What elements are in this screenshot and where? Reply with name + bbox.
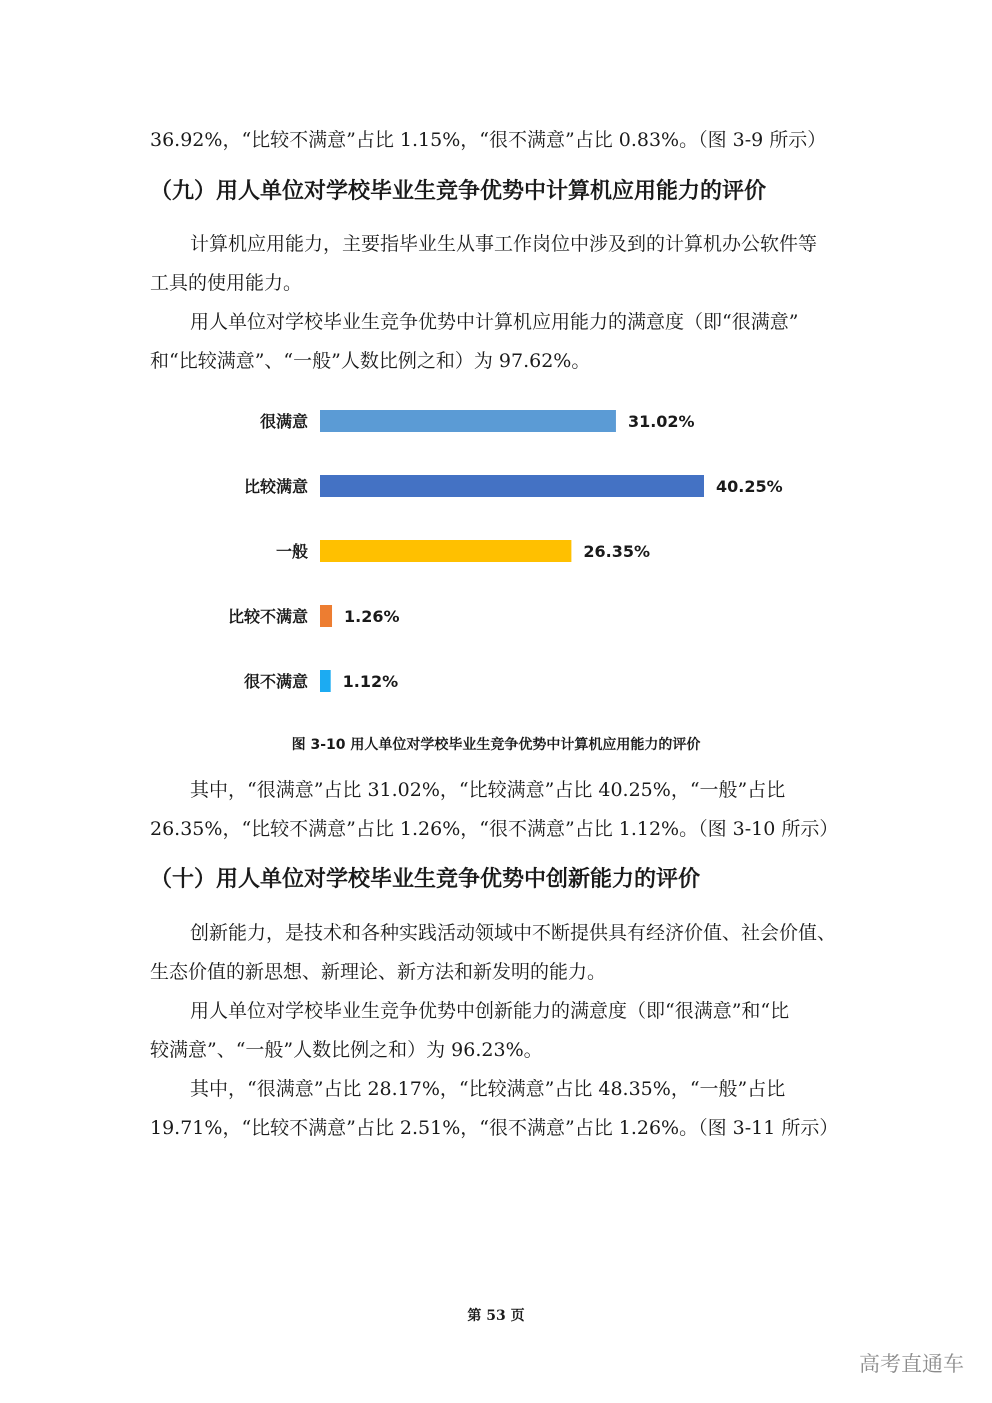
section-heading-10: （十）用人单位对学校毕业生竞争优势中创新能力的评价	[150, 867, 701, 892]
paragraph-line: 用人单位对学校毕业生竞争优势中创新能力的满意度（即“很满意”和“比	[190, 1000, 790, 1022]
bar	[320, 605, 332, 627]
paragraph-line: 其中，“很满意”占比 28.17%，“比较满意”占比 48.35%，“一般”占比	[190, 1078, 786, 1100]
page-number: 第 53 页	[467, 1308, 525, 1324]
category-label: 很不满意	[243, 672, 308, 691]
data-label: 1.26%	[344, 607, 400, 626]
paragraph-line: 26.35%，“比较不满意”占比 1.26%，“很不满意”占比 1.12%。（图 3-10 所示）	[150, 818, 839, 840]
category-label: 很满意	[259, 412, 308, 431]
figure-caption: 图 3-10 用人单位对学校毕业生竞争优势中计算机应用能力的评价	[291, 737, 701, 753]
paragraph-line: 和“比较满意”、“一般”人数比例之和）为 97.62%。	[150, 350, 591, 372]
bar	[320, 410, 616, 432]
paragraph-line: 生态价值的新思想、新理论、新方法和新发明的能力。	[150, 961, 607, 983]
watermark-text: 高考直通车	[859, 1352, 964, 1376]
paragraph-line: 其中，“很满意”占比 31.02%，“比较满意”占比 40.25%，“一般”占比	[190, 779, 786, 801]
bar	[320, 475, 704, 497]
paragraph-line: 19.71%，“比较不满意”占比 2.51%，“很不满意”占比 1.26%。（图 3-11 所示）	[150, 1117, 839, 1139]
paragraph-line: 创新能力，是技术和各种实践活动领域中不断提供具有经济价值、社会价值、	[190, 922, 837, 944]
data-label: 26.35%	[583, 542, 651, 561]
category-label: 一般	[275, 542, 308, 561]
paragraph-line: 用人单位对学校毕业生竞争优势中计算机应用能力的满意度（即“很满意”	[190, 311, 799, 333]
paragraph-line: 工具的使用能力。	[150, 272, 303, 294]
data-label: 31.02%	[627, 412, 695, 431]
paragraph-line: 36.92%，“比较不满意”占比 1.15%，“很不满意”占比 0.83%。（图 3-9 所示）	[150, 129, 827, 151]
data-label: 40.25%	[716, 477, 783, 496]
category-label: 比较不满意	[227, 607, 308, 626]
category-label: 比较满意	[243, 477, 308, 496]
bar	[320, 670, 331, 692]
paragraph-line: 计算机应用能力，主要指毕业生从事工作岗位中涉及到的计算机办公软件等	[190, 233, 818, 255]
data-label: 1.12%	[342, 672, 399, 691]
bar	[320, 540, 571, 562]
section-heading-9: （九）用人单位对学校毕业生竞争优势中计算机应用能力的评价	[150, 179, 767, 204]
paragraph-line: 较满意”、“一般”人数比例之和）为 96.23%。	[150, 1039, 543, 1061]
bar-chart	[0, 390, 992, 710]
